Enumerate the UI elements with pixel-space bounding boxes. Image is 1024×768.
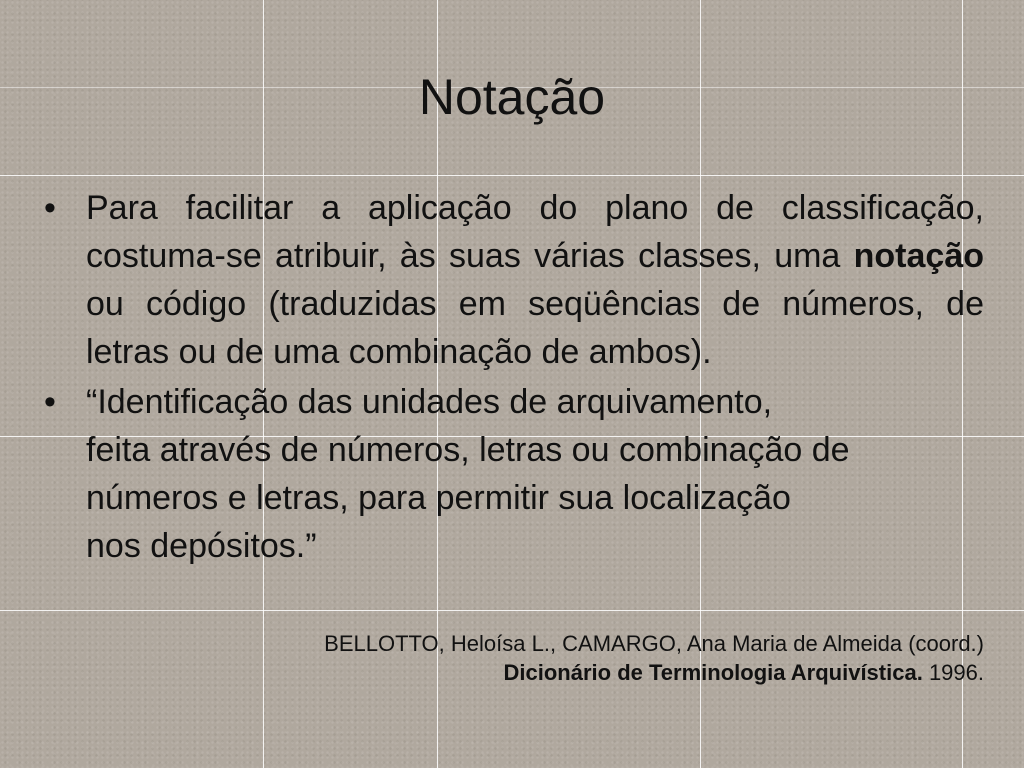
quote-line: nos depósitos.” bbox=[86, 527, 317, 565]
bullet-icon: • bbox=[44, 383, 56, 421]
bullet-icon: • bbox=[44, 189, 56, 227]
reference-source bbox=[504, 658, 984, 688]
slide-title: Notação bbox=[418, 69, 606, 125]
reference-title: Dicionário de Terminologia Arquivística. bbox=[503, 660, 923, 685]
grid-line-horizontal bbox=[0, 610, 1024, 611]
bullet-item-quote bbox=[44, 378, 984, 570]
reference-authors: BELLOTTO, Heloísa L., CAMARGO, Ana Maria de Almeida (coord.) bbox=[324, 631, 984, 656]
quote-line: feita através de números, letras ou combinação de bbox=[86, 431, 850, 469]
quote-line: números e letras, para permitir sua localização bbox=[86, 479, 791, 517]
bullet-text-after-bold: ou código (traduzidas em seqüências de números, de letras ou de uma combinação de ambos). bbox=[86, 285, 984, 371]
bullet-list bbox=[44, 184, 984, 570]
bullet-item-notation-definition bbox=[44, 184, 984, 376]
quote-line: “Identificação das unidades de arquivamento, bbox=[86, 383, 773, 421]
reference-year: 1996. bbox=[922, 660, 984, 685]
bullet-text-before-bold: Para facilitar a aplicação do plano de classificação, costuma-se atribuir, às suas várias classes, uma bbox=[86, 189, 984, 275]
grid-line-horizontal bbox=[0, 175, 1024, 176]
bold-term-notacao: notação bbox=[853, 237, 984, 275]
